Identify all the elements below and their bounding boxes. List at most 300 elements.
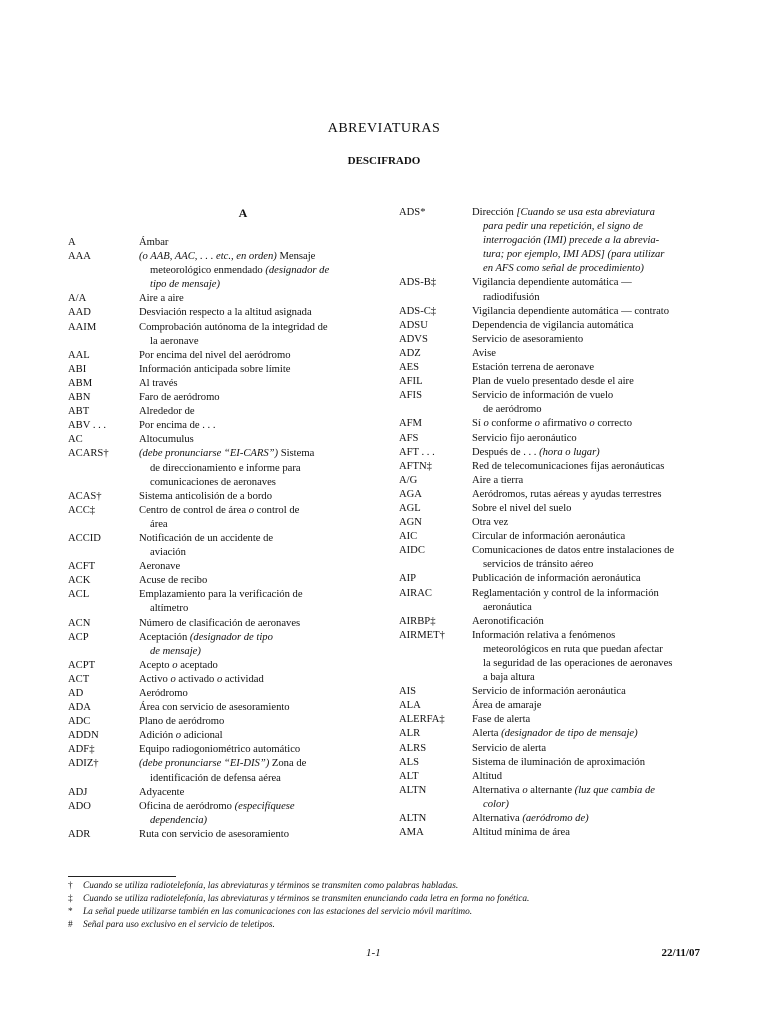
abbreviation-definition [472,375,705,389]
right-entry-list [399,206,705,840]
abbreviation-definition [139,532,368,560]
footnote-symbol: † [68,881,73,891]
abbreviation-entry [68,701,368,715]
text: Alrededor de [139,406,195,418]
text: Sistema anticolisión de a bordo [139,490,272,502]
definition-line [472,671,705,685]
abbreviation-definition [139,236,368,250]
text: Ámbar [139,237,169,248]
definition-line [139,560,368,574]
abbreviation-entry [399,770,705,784]
abbreviation-entry [399,417,705,431]
definition-line [139,405,368,419]
abbreviation-entry [399,432,705,446]
abbreviation-entry [68,673,368,687]
abbreviation-entry [399,488,705,502]
abbreviation-term: AFT . . . [399,446,435,458]
italic-text: o [172,659,178,671]
abbreviation-term: AD [68,688,84,699]
definition-line [139,631,368,645]
definition-line [139,250,368,264]
abbreviation-definition [139,659,368,673]
abbreviation-entry [68,800,368,828]
section-letter: A [238,206,248,220]
abbreviation-definition [472,502,705,516]
definition-line [139,546,368,560]
abbreviation-term: ALA [399,700,421,712]
abbreviation-entry [399,474,705,488]
italic-text: tura; por ejemplo, IMI ADS] (para utilizar [483,249,665,261]
abbreviation-term: AC [68,434,83,446]
definition-line [472,572,705,586]
abbreviation-term: ACAS† [68,490,102,502]
abbreviation-term: ABN [68,392,91,404]
abbreviation-definition [472,474,705,488]
abbreviation-term: ALT [399,770,419,782]
definition-line [139,476,368,490]
definition-line [139,518,368,532]
abbreviation-entry [68,349,368,363]
definition-line [472,375,705,389]
abbreviation-term: ADR [68,828,91,840]
abbreviation-entry [68,391,368,405]
text: Faro de aeródromo [139,392,220,404]
abbreviation-definition [139,405,368,419]
italic-text: para pedir una repetición, el signo de [483,221,643,233]
abbreviation-entry [68,405,368,419]
abbreviation-definition [139,786,368,800]
abbreviation-entry [399,615,705,629]
abbreviation-term: ALS [399,756,420,768]
abbreviation-entry [399,516,705,530]
definition-line [472,685,705,699]
text: Servicio de asesoramiento [472,333,584,345]
abbreviation-entry [399,587,705,615]
text: Zona de [269,758,307,770]
abbreviation-term: AFTN‡ [399,460,432,472]
definition-line [472,587,705,601]
abbreviation-term: A/G [399,474,418,486]
footnote-text: La señal puede utilizarse también en las comunicaciones con las estaciones del servicio móvil marítimo. [83,907,473,917]
abbreviation-definition [472,770,705,784]
text: Plano de aeródromo [139,716,225,728]
text: Al través [139,377,178,389]
abbreviation-term: ADDN [68,730,99,742]
definition-line [472,248,705,262]
abbreviation-term: ACN [68,617,91,629]
footnote-symbol: ‡ [68,894,73,904]
text: Reglamentación y control de la información [472,587,659,599]
abbreviation-entry [68,757,368,785]
abbreviation-definition [139,377,368,391]
text: aeronáutica [483,601,532,613]
definition-line [472,446,705,460]
definition-line [139,321,368,335]
abbreviation-term: ADC [68,716,91,728]
text: Información relativa a fenómenos [472,629,616,641]
text: Vigilancia dependiente automática — contrato [472,305,670,317]
text: a baja altura [483,672,535,684]
abbreviation-entry [399,502,705,516]
italic-text: (o AAB, AAC, . . . etc., en orden) [139,251,277,263]
text: Equipo radiogoniométrico automático [139,744,301,756]
text: Aeródromo [139,688,188,699]
text: Por encima de . . . [139,420,216,432]
abbreviation-term: AIDC [399,545,425,557]
text: Oficina de aeródromo [139,800,235,812]
abbreviation-term: A/A [68,293,87,305]
abbreviation-entry [399,727,705,741]
abbreviation-definition [472,727,705,741]
text: Adición [139,730,176,742]
abbreviation-entry [68,687,368,701]
definition-line [472,234,705,248]
italic-text: o [483,418,489,430]
abbreviation-entry [399,784,705,812]
abbreviation-entry [399,742,705,756]
abbreviation-definition [139,349,368,363]
definition-line [472,530,705,544]
abbreviation-definition [472,361,705,375]
abbreviation-entry [68,828,368,842]
footnote-text: Cuando se utiliza radiotelefonía, las abreviaturas y términos se transmiten como palabras habladas. [83,881,459,891]
abbreviation-entry [68,292,368,306]
abbreviation-entry [399,629,705,685]
definition-line [472,460,705,474]
text: Información anticipada sobre límite [139,363,291,375]
text: Aire a aire [139,293,184,305]
abbreviation-term: ADS* [399,207,426,218]
abbreviation-definition [472,742,705,756]
abbreviation-term: ADVS [399,333,428,345]
text: Comunicaciones de datos entre instalaciones de [472,545,675,557]
text: la seguridad de las operaciones de aeronaves [483,658,673,669]
definition-line [139,504,368,518]
abbreviation-term: AIP [399,573,417,585]
text: Después de . . . [472,446,540,458]
italic-text: (designador de [265,265,330,277]
abbreviation-definition [472,417,705,431]
abbreviation-term: ACARS† [68,448,109,460]
abbreviation-definition [139,743,368,757]
abbreviation-term: AES [399,362,420,374]
text: Aeródromos, rutas aéreas y ayudas terrestres [472,488,662,500]
italic-text: interrogación (IMI) precede a la abrevia- [483,235,660,247]
abbreviation-term: AAD [68,307,91,319]
definition-line [472,784,705,798]
italic-text: (debe pronunciarse “EI-DIS”) [139,758,270,770]
footnote [68,893,708,906]
italic-text: tipo de mensaje) [150,279,221,291]
text: Otra vez [472,517,509,529]
definition-line [139,645,368,659]
text: Vigilancia dependiente automática — [472,277,632,289]
abbreviation-definition [139,673,368,687]
abbreviation-term: AAIM [68,321,97,333]
text: Número de clasificación de aeronaves [139,617,301,629]
abbreviation-entry [68,617,368,631]
abbreviation-term: ALERFA‡ [399,714,445,726]
italic-text: (aeródromo de) [522,813,589,825]
abbreviation-entry [399,361,705,375]
abbreviation-term: AIC [399,531,418,543]
abbreviation-definition [139,447,368,489]
abbreviation-term: ACL [68,589,90,601]
definition-line [472,276,705,290]
abbreviation-entry [68,574,368,588]
abbreviation-term: ADSU [399,319,428,331]
definition-line [139,673,368,687]
text: Comprobación autónoma de la integridad de [139,321,328,333]
definition-line [472,727,705,741]
text: Servicio de información de vuelo [472,390,614,402]
abbreviation-definition [472,699,705,713]
abbreviation-definition [139,715,368,729]
abbreviation-entry [399,826,705,840]
abbreviation-entry [399,276,705,304]
italic-text: de mensaje) [150,645,201,657]
footnote [68,919,708,932]
text: Altocumulus [139,434,194,446]
abbreviation-term: ADS-B‡ [399,277,437,289]
italic-text: (especifíquese [234,800,295,812]
text: Sistema de iluminación de aproximación [472,756,645,768]
text: Estación terrena de aeronave [472,362,595,374]
abbreviation-term: AIRAC [399,587,432,599]
text: Altitud [472,770,503,782]
abbreviation-term: AFS [399,432,419,444]
abbreviation-entry [399,685,705,699]
abbreviation-definition [472,488,705,502]
text: Alerta [472,728,502,740]
abbreviation-entry [399,347,705,361]
definition-line [472,657,705,671]
footnote-text: Cuando se utiliza radiotelefonía, las abreviaturas y términos se transmiten enunciando cada letra en forma no fonética. [83,894,530,904]
abbreviation-entry [68,447,368,489]
abbreviation-definition [472,276,705,304]
definition-line [139,617,368,631]
definition-line [472,826,705,840]
text: Adyacente [139,786,185,798]
definition-line [472,361,705,375]
text: altímetro [150,603,189,615]
italic-text: o [522,784,528,796]
abbreviation-definition [139,490,368,504]
abbreviation-entry [399,460,705,474]
abbreviation-term: AGA [399,488,422,500]
abbreviation-entry [68,306,368,320]
abbreviation-term: ADA [68,702,91,714]
abbreviation-entry [68,659,368,673]
definition-line [472,305,705,319]
text: Servicio de alerta [472,742,547,754]
text: Dependencia de vigilancia automática [472,319,634,331]
definition-line [472,699,705,713]
abbreviation-term: ALTN [399,813,427,825]
text: Área con servicio de asesoramiento [139,702,290,714]
definition-line [139,588,368,602]
text: Centro de control de área [139,504,249,516]
text: Acuse de recibo [139,575,208,587]
abbreviation-term: AMA [399,827,424,839]
abbreviation-definition [139,588,368,616]
right-column [399,206,705,840]
footnote-rule [68,876,176,877]
definition-line [472,488,705,502]
abbreviation-entry [68,433,368,447]
text: alternante [527,784,575,796]
text: Mensaje [276,251,316,263]
text: Aceptación [139,631,190,643]
text: Aeronave [139,561,181,573]
text: activado [175,673,217,685]
abbreviation-entry [68,504,368,532]
abbreviation-term: ABT [68,406,90,418]
abbreviation-definition [472,305,705,319]
definition-line [472,629,705,643]
definition-line [139,377,368,391]
abbreviation-definition [139,800,368,828]
text: aviación [150,547,186,559]
text: afirmativo [539,418,590,430]
abbreviation-term: AFM [399,418,422,430]
abbreviation-definition [472,572,705,586]
text: de direccionamiento e informe para [150,462,301,474]
page-date: 22/11/07 [661,947,700,959]
text: Emplazamiento para la verificación de [139,589,303,601]
definition-line [139,701,368,715]
text: Plan de vuelo presentado desde el aire [472,376,634,388]
italic-text: (designador de tipo [189,631,273,643]
page-number: 1-1 [366,947,381,959]
abbreviation-definition [139,306,368,320]
definition-line [472,220,705,234]
abbreviation-term: ABV . . . [68,420,107,432]
abbreviation-definition [139,617,368,631]
text: Red de telecomunicaciones fijas aeronáuticas [472,460,665,472]
definition-line [472,262,705,276]
abbreviation-term: ACC‡ [68,504,96,516]
text: Circular de información aeronáutica [472,531,626,543]
definition-line [139,292,368,306]
definition-line [139,264,368,278]
abbreviation-entry [68,786,368,800]
abbreviation-definition [139,560,368,574]
definition-line [139,729,368,743]
abbreviation-definition [472,685,705,699]
abbreviation-entry [68,729,368,743]
definition-line [139,490,368,504]
abbreviation-definition [472,389,705,417]
abbreviation-definition [472,756,705,770]
abbreviation-term: ADS-C‡ [399,305,437,317]
abbreviation-definition [139,828,368,842]
abbreviation-definition [472,587,705,615]
definition-line [472,389,705,403]
abbreviation-entry [68,715,368,729]
definition-line [139,602,368,616]
definition-line [139,772,368,786]
abbreviation-definition [472,432,705,446]
definition-line [139,278,368,292]
abbreviation-definition [139,433,368,447]
text: actividad [222,673,264,685]
abbreviation-term: ALTN [399,784,427,796]
abbreviation-term: ACP [68,631,89,643]
abbreviation-entry [68,363,368,377]
abbreviation-term: AIS [399,686,417,698]
definition-line [472,756,705,770]
abbreviation-definition [472,516,705,530]
definition-line [472,403,705,417]
abbreviation-term: ACT [68,673,90,685]
abbreviation-definition [472,319,705,333]
abbreviation-definition [139,250,368,292]
abbreviation-term: ACFT [68,561,96,573]
abbreviation-definition [139,729,368,743]
page-title: ABREVIATURAS [327,121,441,136]
definition-line [472,544,705,558]
definition-line [139,363,368,377]
text: Área de amaraje [472,700,542,712]
text: Sobre el nivel del suelo [472,502,572,514]
abbreviation-entry [68,419,368,433]
abbreviation-entry [68,532,368,560]
abbreviation-entry [399,319,705,333]
abbreviation-term: ABM [68,377,93,389]
abbreviation-term: AFIS [399,390,422,402]
definition-line [472,474,705,488]
abbreviation-entry [68,377,368,391]
abbreviation-definition [139,321,368,349]
abbreviation-definition [139,391,368,405]
italic-text: o [175,730,182,742]
italic-text: (hora o lugar) [539,446,600,458]
text: Acepto [139,659,173,671]
abbreviation-definition [139,687,368,701]
abbreviation-definition [472,629,705,685]
text: meteorológicos en ruta que puedan afectar [483,643,663,655]
definition-line [139,335,368,349]
text: Alternativa [472,784,523,796]
abbreviation-entry [399,446,705,460]
italic-text: color) [483,798,509,810]
abbreviation-definition [472,206,705,276]
abbreviation-term: ADO [68,800,91,812]
abbreviation-entry [399,756,705,770]
definition-line [139,419,368,433]
abbreviation-definition [472,784,705,812]
text: correcto [594,418,633,430]
abbreviation-definition [139,631,368,659]
abbreviation-definition [139,292,368,306]
text: servicios de tránsito aéreo [483,559,594,571]
abbreviation-entry [68,321,368,349]
footnote-symbol: # [68,920,73,930]
abbreviation-term: AIRBP‡ [399,615,436,627]
abbreviation-definition [139,363,368,377]
abbreviation-term: AIRMET† [399,629,445,641]
italic-text: o [248,504,255,516]
abbreviation-definition [472,446,705,460]
footnotes [68,880,708,932]
text: Dirección [472,207,517,218]
abbreviation-term: ALRS [399,742,427,754]
text: Desviación respecto a la altitud asignada [139,307,312,319]
footnote-symbol: * [68,907,73,917]
definition-line [139,391,368,405]
abbreviation-definition [472,826,705,840]
